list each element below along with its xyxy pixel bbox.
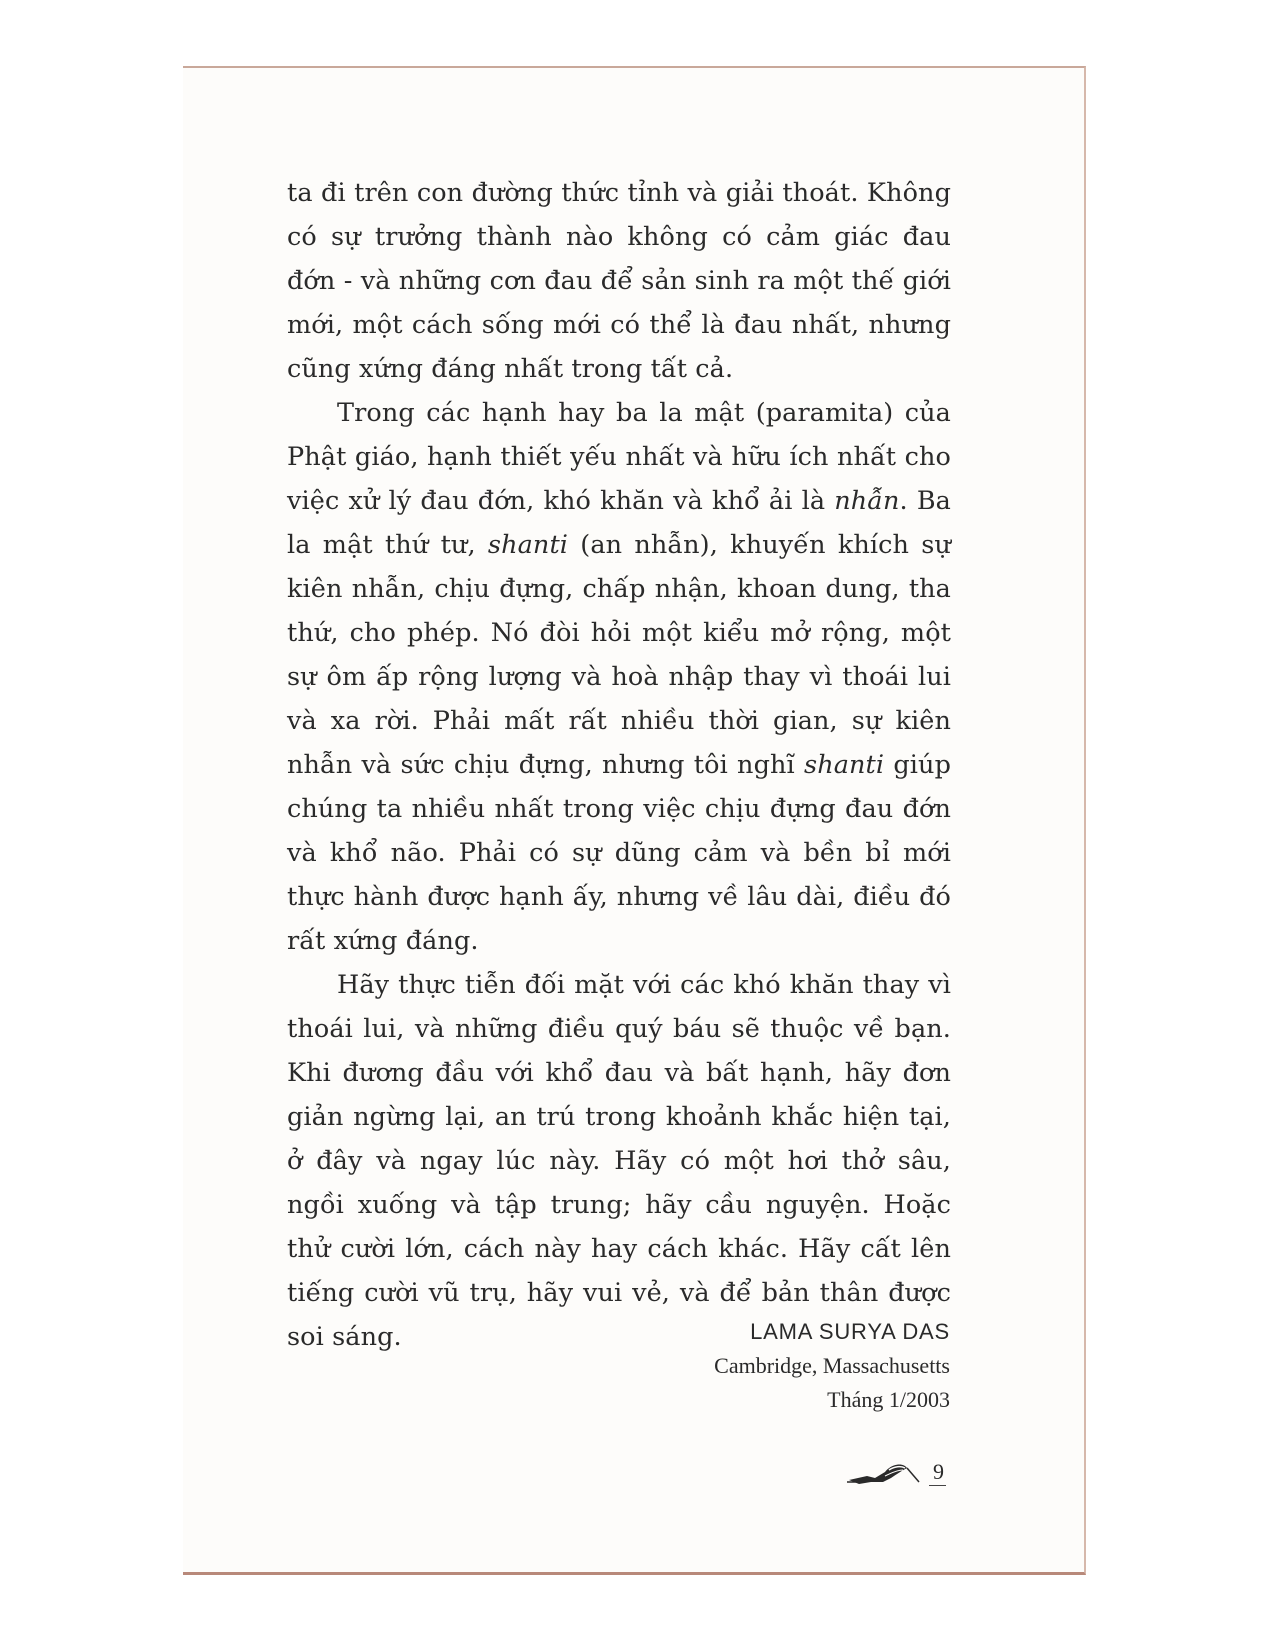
signature-block (714, 1315, 950, 1417)
text-run: Hãy thực tiễn đối mặt với các khó khăn thay vì thoái lui, và những điều quý báu sẽ thuộc về bạn. Khi đương đầu với khổ đau và bất hạnh, hãy đơn giản ngừng lại, an trú trong khoảnh khắc hiện tại, ở đây và ngay lúc này. Hãy có một hơi thở sâu, ngồi xuống và tập trung; hãy cầu nguyện. Hoặc thử cười lớn, cách này hay cách khác. Hãy cất lên tiếng cười vũ trụ, hãy vui vẻ, và để bản thân được soi sáng. (287, 970, 951, 1352)
text-run: . Ba la mật thứ tư, (287, 486, 951, 560)
paragraph (287, 963, 951, 1359)
book-page (183, 66, 1086, 1575)
text-run: ta đi trên con đường thức tỉnh và giải thoát. Không có sự trưởng thành nào không có cảm giác đau đớn - và những cơn đau để sản sinh ra một thế giới mới, một cách sống mới có thể là đau nhất, nhưng cũng xứng đáng nhất trong tất cả. (287, 178, 951, 384)
author-date: Tháng 1/2003 (827, 1387, 950, 1412)
italic-term: shanti (804, 750, 885, 780)
page-number: 9 (929, 1459, 946, 1486)
page-footer (845, 1458, 946, 1486)
author-place: Cambridge, Massachusetts (714, 1353, 950, 1378)
author-name: LAMA SURYA DAS (750, 1319, 950, 1344)
text-run: giúp chúng ta nhiều nhất trong việc chịu đựng đau đớn và khổ não. Phải có sự dũng cảm và bền bỉ mới thực hành được hạnh ấy, nhưng về lâu dài, điều đó rất xứng đáng. (287, 750, 951, 956)
text-run: Trong các hạnh hay ba la mật (paramita) của Phật giáo, hạnh thiết yếu nhất và hữu ích nhất cho việc xử lý đau đớn, khó khăn và khổ ải là (287, 398, 951, 516)
text-run: (an nhẫn), khuyến khích sự kiên nhẫn, chịu đựng, chấp nhận, khoan dung, tha thứ, cho phép. Nó đòi hỏi một kiểu mở rộng, một sự ôm ấp rộng lượng và hoà nhập thay vì thoái lui và xa rời. Phải mất rất nhiều thời gian, sự kiên nhẫn và sức chịu đựng, nhưng tôi nghĩ (287, 530, 951, 780)
paragraph (287, 171, 951, 391)
paragraph (287, 391, 951, 963)
italic-term: shanti (487, 530, 569, 560)
italic-term: nhẫn (834, 486, 900, 516)
body-text (287, 171, 951, 1359)
quill-ornament-icon (845, 1458, 925, 1486)
